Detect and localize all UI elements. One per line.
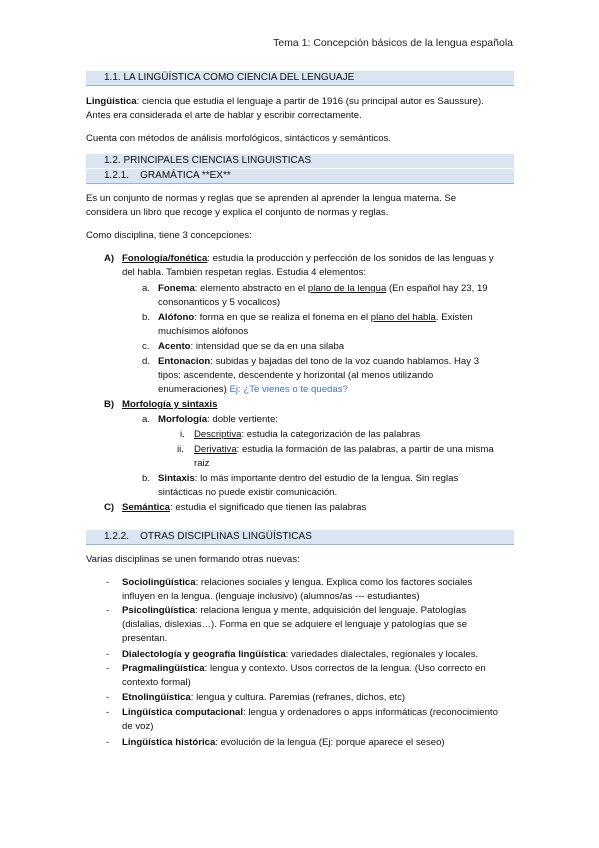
underlined-text: plano de la lengua <box>307 283 387 294</box>
term-dialectologia: Dialectología y geografía lingüística <box>122 649 286 660</box>
definition-line-1 <box>86 95 484 109</box>
section-number: 1.2. <box>104 155 121 166</box>
item-text: : evolución de la lengua (Ej: porque aparece el seseo) <box>215 737 445 748</box>
section-number: 1.2.1. <box>104 170 130 181</box>
term-acento: Acento <box>158 341 191 352</box>
section-title: PRINCIPALES CIENCIAS LINGUISTICAS <box>123 155 312 166</box>
varias-paragraph: Varias disciplinas se unen formando otras nuevas: <box>86 554 300 565</box>
section-heading-1-2 <box>86 154 514 168</box>
item-text: : forma en que se realiza el fonema en el <box>194 312 371 323</box>
list-label-C: C) <box>104 502 115 513</box>
list-label-i: i. <box>180 429 185 440</box>
item-derivativa-line-1 <box>194 443 494 457</box>
item-text: : lengua y cultura. Paremias (refranes, dichos, etc) <box>190 692 406 703</box>
term-sintaxis: Sintaxis <box>158 473 195 484</box>
item-entonacion-line-1 <box>158 355 479 369</box>
term-etnolinguistica: Etnolingüística <box>122 692 191 703</box>
item-text: : estudia el significado que tienen las palabras <box>170 502 367 513</box>
running-header: Tema 1: Concepción básicos de la lengua española <box>273 37 513 49</box>
list-label-B: B) <box>104 399 115 410</box>
item-alofono-line-1 <box>158 311 473 325</box>
item-entonacion-line-2: tipos: ascendente, descendente y horizontal (al menos utilizando <box>158 370 434 381</box>
item-sintaxis-line-1 <box>158 472 458 486</box>
heading-rule <box>86 85 514 86</box>
item-text: : doble vertiente: <box>207 414 278 425</box>
item-sintaxis-line-2: sintácticas no puede existir comunicación. <box>158 487 338 498</box>
item-text: : relaciones sociales y lengua. Explica como los factores sociales <box>195 577 473 588</box>
term-sociolinguistica: Sociolingüística <box>122 577 196 588</box>
bullet-sociolinguistica-line-1 <box>122 576 472 590</box>
term-morfologia-sintaxis: Morfología y sintaxis <box>122 399 218 410</box>
item-descriptiva <box>194 428 420 442</box>
list-label-a: a. <box>142 283 151 294</box>
term-linguistica: Lingüística <box>86 96 137 107</box>
example-text: Ej: ¿Te vienes o te quedas? <box>229 384 348 395</box>
item-text: : estudia la producción y perfección de los sonidos de las lenguas y <box>207 253 494 264</box>
item-text: : lo más importante dentro del estudio de la lengua. Sin reglas <box>194 473 459 484</box>
item-derivativa-line-2: raiz <box>194 458 210 469</box>
heading-rule <box>86 183 514 184</box>
section-heading-1-1 <box>86 71 514 85</box>
item-fonema-line-2: consonanticos y 5 vocalicos) <box>158 297 281 308</box>
section-heading-1-2-1 <box>86 169 514 183</box>
item-entonacion-line-3 <box>158 383 348 397</box>
term-pragmalinguistica: Pragmalingüística <box>122 663 205 674</box>
item-text: : estudia la formación de las palabras, a partir de una misma <box>236 444 494 455</box>
item-semantica <box>122 501 366 515</box>
term-descriptiva: Descriptiva <box>194 429 242 440</box>
list-label-d: d. <box>142 356 151 367</box>
section-number: 1.1. <box>104 72 121 83</box>
section-title: OTRAS DISCIPLINAS LINGÜÍSTICAS <box>140 531 312 542</box>
item-alofono-line-2: muchísimos alófonos <box>158 326 249 337</box>
bullet-computacional-line-2: de voz) <box>122 721 154 732</box>
conjunto-line-1: Es un conjunto de normas y reglas que se aprenden al aprender la lengua materna. Se <box>86 193 457 204</box>
list-label-b: b. <box>142 473 151 484</box>
heading-rule <box>86 544 514 545</box>
underlined-text: plano del habla <box>370 312 436 323</box>
disciplina-paragraph: Como disciplina, tiene 3 concepciones: <box>86 230 252 241</box>
item-fonologia-line-2: del habla. También respetan reglas. Estudia 4 elementos: <box>122 267 367 278</box>
list-label-b: b. <box>142 312 151 323</box>
bullet-sociolinguistica-line-2: influyen en la lengua. (lenguaje inclusivo) (alumnos/as --- estudiantes) <box>122 591 420 602</box>
item-fonema-line-1 <box>158 282 488 296</box>
bullet-etnolinguistica <box>122 691 405 705</box>
list-label-a: a. <box>142 414 151 425</box>
item-text: . Existen <box>435 312 473 323</box>
bullet-psicolinguistica-line-2: (dislalias, dislexias…). Forma en que se adquiere el lenguaje y patologías que se <box>122 619 468 630</box>
bullet-pragmalinguistica-line-1 <box>122 662 486 676</box>
section-title: GRAMÁTICA **EX** <box>140 170 231 181</box>
definition-line-2: Antes era considerada el arte de hablar y escribir correctamente. <box>86 110 362 121</box>
item-text: enumeraciones) <box>158 384 230 395</box>
item-morfologia <box>158 413 278 427</box>
bullet-psicolinguistica-line-1 <box>122 604 466 618</box>
term-entonacion: Entonacion <box>158 356 211 367</box>
bullet-marker: - <box>106 649 110 660</box>
bullet-computacional-line-1 <box>122 706 498 720</box>
item-text: : intensidad que se da en una silaba <box>190 341 345 352</box>
bullet-psicolinguistica-line-3: presentan. <box>122 633 168 644</box>
term-historica: Lingüística histórica <box>122 737 216 748</box>
bullet-marker: - <box>106 605 110 616</box>
list-label-c: c. <box>142 341 150 352</box>
item-text: : variedades dialectales, regionales y locales. <box>285 649 479 660</box>
bullet-pragmalinguistica-line-2: contexto formal) <box>122 677 191 688</box>
bullet-marker: - <box>106 663 110 674</box>
section-number: 1.2.2. <box>104 531 130 542</box>
term-semantica: Semántica <box>122 502 170 513</box>
item-acento <box>158 340 344 354</box>
bullet-historica <box>122 736 445 750</box>
definition-text: : ciencia que estudia el lenguaje a partir de 1916 (su principal autor es Saussure). <box>136 96 484 107</box>
section-title: LA LINGÜÍSTICA COMO CIENCIA DEL LENGUAJE <box>123 72 355 83</box>
item-text: : estudia la categorización de las palabras <box>241 429 421 440</box>
term-fonologia: Fonología/fonética <box>122 253 208 264</box>
term-psicolinguistica: Psicolingüística <box>122 605 196 616</box>
list-label-ii: ii. <box>177 444 184 455</box>
bullet-marker: - <box>106 692 110 703</box>
section-heading-1-2-2 <box>86 530 514 544</box>
item-text: : subidas y bajadas del tono de la voz cuando hablamos. Hay 3 <box>210 356 480 367</box>
term-computacional: Lingüística computacional <box>122 707 244 718</box>
bullet-dialectologia <box>122 648 478 662</box>
item-morfologia-sintaxis <box>122 398 217 412</box>
bullet-marker: - <box>106 707 110 718</box>
item-text: : lengua y ordenadores o apps informáticas (reconocimiento <box>243 707 498 718</box>
item-text: : lengua y contexto. Usos correctos de la lengua. (Uso correcto en <box>204 663 486 674</box>
item-text: : elemento abstracto en el <box>194 283 308 294</box>
term-morfologia: Morfología <box>158 414 208 425</box>
bullet-marker: - <box>106 577 110 588</box>
term-fonema: Fonema <box>158 283 195 294</box>
conjunto-line-2: considera un libro que recoge y explica el conjunto de normas y reglas. <box>86 207 389 218</box>
item-fonologia-line-1 <box>122 252 494 266</box>
list-label-A: A) <box>104 253 115 264</box>
item-text: (En español hay 23, 19 <box>386 283 488 294</box>
term-alofono: Alófono <box>158 312 195 323</box>
item-text: : relaciona lengua y mente, adquisición del lenguaje. Patologías <box>195 605 466 616</box>
methods-paragraph: Cuenta con métodos de análisis morfológicos, sintácticos y semánticos. <box>86 133 392 144</box>
bullet-marker: - <box>106 737 110 748</box>
term-derivativa: Derivativa <box>194 444 237 455</box>
